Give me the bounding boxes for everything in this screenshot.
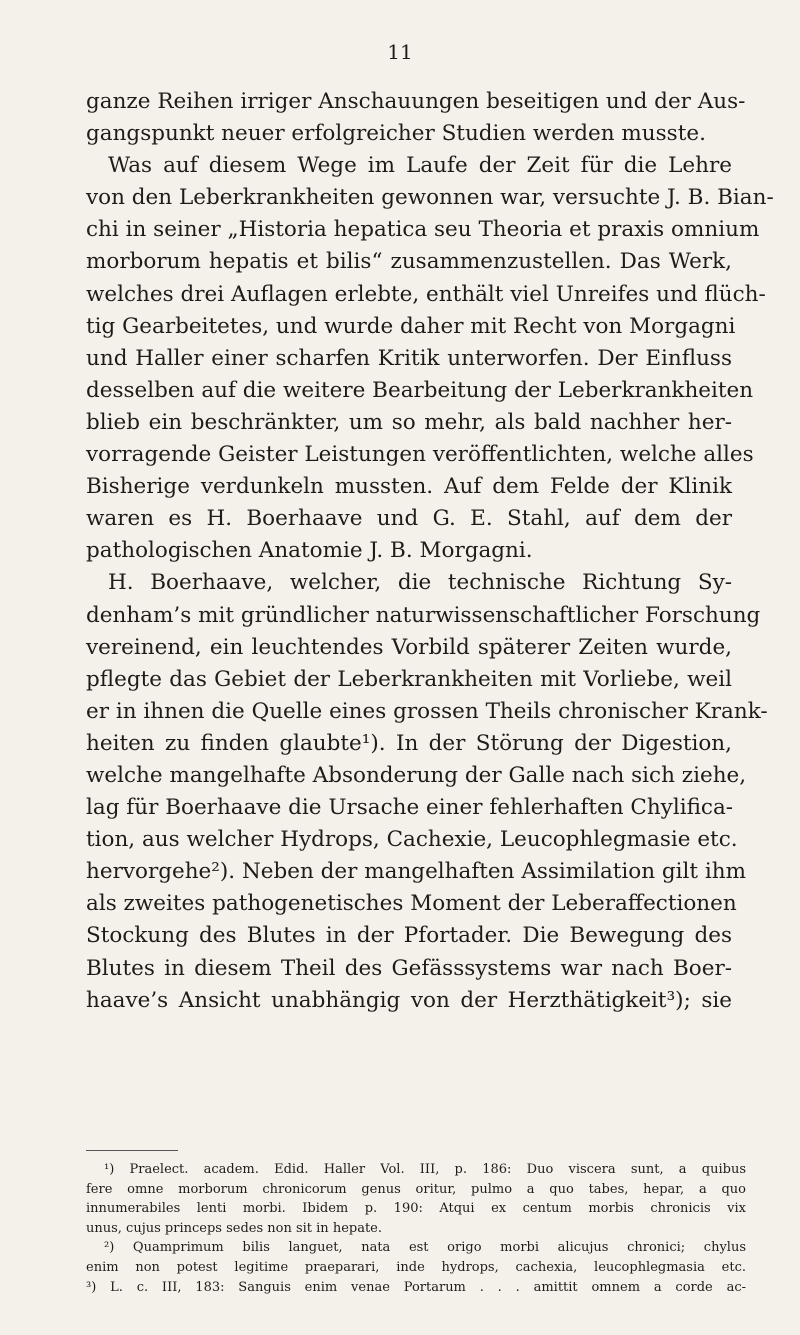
- text-line: vorragende Geister Leistungen veröffentlichten, welche alles: [86, 442, 754, 468]
- text-line: H. Boerhaave, welcher, die technische Richtung Sy-: [108, 570, 732, 596]
- text-line: lag für Boerhaave die Ursache einer fehlerhaften Chylifica-: [86, 795, 734, 821]
- text-line: chi in seiner „Historia hepatica seu Theoria et praxis omnium: [86, 217, 760, 243]
- text-line: morborum hepatis et bilis“ zusammenzustellen. Das Werk,: [86, 249, 732, 275]
- text-line: Stockung des Blutes in der Pfortader. Die Bewegung des: [86, 923, 732, 949]
- text-line: heiten zu finden glaubte¹). In der Störung der Digestion,: [86, 730, 732, 756]
- text-line: pathologischen Anatomie J. B. Morgagni.: [86, 538, 533, 564]
- text-line: ganze Reihen irriger Anschauungen beseitigen und der Aus-: [86, 89, 746, 114]
- text-line: gangspunkt neuer erfolgreicher Studien werden musste.: [86, 121, 706, 147]
- text-line: desselben auf die weitere Bearbeitung der Leberkrankheiten: [86, 377, 754, 403]
- footnote-line: enim non potest legitime praeparari, inde hydrops, cachexia, leucophlegmasia etc.: [86, 1259, 746, 1275]
- text-line: von den Leberkrankheiten gewonnen war, versuchte J. B. Bian-: [86, 185, 774, 211]
- text-line: vereinend, ein leuchtendes Vorbild späterer Zeiten wurde,: [86, 634, 732, 660]
- text-line: Was auf diesem Wege im Laufe der Zeit für die Lehre: [108, 153, 732, 179]
- footnote-divider: [86, 1150, 178, 1151]
- text-line: hervorgehe²). Neben der mangelhaften Assimilation gilt ihm: [86, 859, 747, 885]
- footnote-line: innumerabiles lenti morbi. Ibidem p. 190: Atqui ex centum morbis chronicis vix: [86, 1201, 746, 1217]
- text-line: als zweites pathogenetisches Moment der Leberaffectionen: [86, 891, 737, 917]
- text-line: haave’s Ansicht unabhängig von der Herzthätigkeit³); sie: [86, 987, 732, 1013]
- text-line: pflegte das Gebiet der Leberkrankheiten mit Vorliebe, weil: [86, 666, 732, 692]
- text-line: tig Gearbeitetes, und wurde daher mit Recht von Morgagni: [86, 313, 736, 339]
- body-text: [86, 86, 774, 1017]
- footnotes: [86, 1160, 746, 1297]
- text-line: und Haller einer scharfen Kritik unterworfen. Der Einfluss: [86, 345, 732, 371]
- text-line: er in ihnen die Quelle eines grossen Theils chronischer Krank-: [86, 698, 768, 724]
- text-line: blieb ein beschränkter, um so mehr, als bald nachher her-: [86, 409, 732, 435]
- text-line: Blutes in diesem Theil des Gefässsystems war nach Boer-: [86, 955, 732, 981]
- footnote-line: fere omne morborum chronicorum genus oritur, pulmo a quo tabes, hepar, a quo: [86, 1181, 746, 1197]
- text-line: waren es H. Boerhaave und G. E. Stahl, auf dem der: [86, 506, 732, 532]
- text-line: tion, aus welcher Hydrops, Cachexie, Leucophlegmasie etc.: [86, 827, 738, 853]
- footnote-line: unus, cujus princeps sedes non sit in hepate.: [86, 1220, 383, 1236]
- text-line: Bisherige verdunkeln mussten. Auf dem Felde der Klinik: [86, 474, 732, 500]
- text-line: denham’s mit gründlicher naturwissenschaftlicher Forschung: [86, 602, 761, 628]
- text-line: welche mangelhafte Absonderung der Galle nach sich ziehe,: [86, 762, 747, 788]
- page-number: 11: [387, 40, 413, 64]
- footnote-line: ¹) Praelect. academ. Edid. Haller Vol. III, p. 186: Duo viscera sunt, a quibus: [104, 1162, 746, 1177]
- footnote-line: ²) Quamprimum bilis languet, nata est origo morbi alicujus chronici; chylus: [104, 1240, 746, 1256]
- text-line: welches drei Auflagen erlebte, enthält viel Unreifes und flüch-: [86, 281, 766, 307]
- footnote-line: ³) L. c. III, 183: Sanguis enim venae Portarum . . . amittit omnem a corde ac-: [86, 1279, 746, 1295]
